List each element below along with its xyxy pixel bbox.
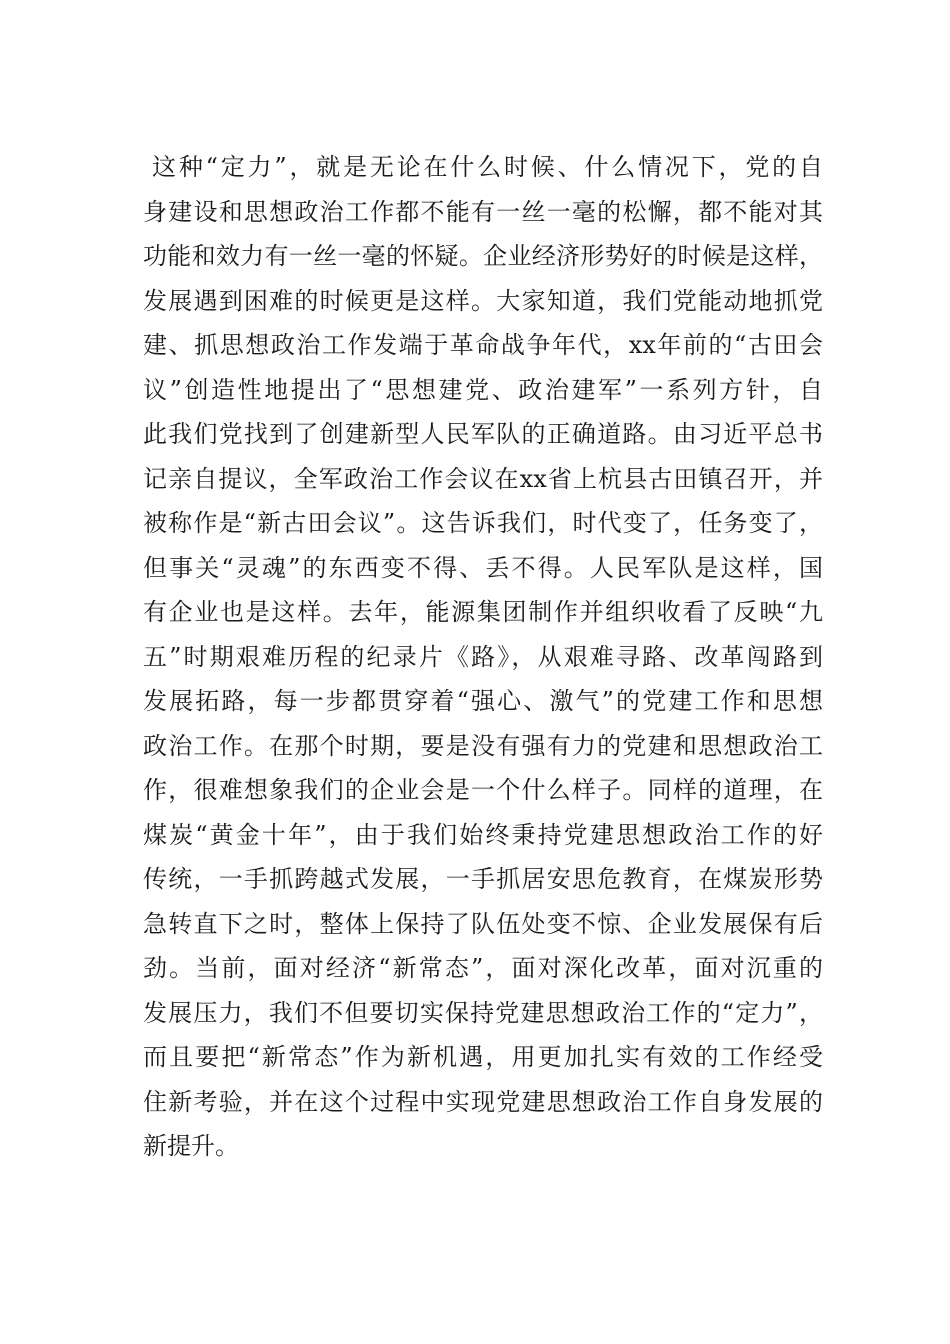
text-line: 记亲自提议，全军政治工作会议在xx省上杭县古田镇召开，并: [143, 464, 823, 493]
text-line: 五”时期艰难历程的纪录片《路》，从艰难寻路、改革闯路到: [143, 642, 823, 671]
text-line: 作，很难想象我们的企业会是一个什么样子。同样的道理，在: [143, 776, 823, 804]
text-line: 新提升。: [143, 1132, 239, 1160]
text-line: 被称作是“新古田会议”。这告诉我们，时代变了，任务变了，: [143, 509, 823, 537]
text-line: 这种“定力”，就是无论在什么时候、什么情况下，党的自: [152, 153, 823, 181]
text-line: 但事关“灵魂”的东西变不得、丢不得。人民军队是这样，国: [143, 553, 823, 582]
text-line: 发展压力，我们不但要切实保持党建思想政治工作的“定力”，: [143, 998, 823, 1027]
text-line: 功能和效力有一丝一毫的怀疑。企业经济形势好的时候是这样，: [143, 242, 823, 270]
text-line: 发展拓路，每一步都贯穿着“强心、激气”的党建工作和思想: [143, 687, 823, 715]
document-page: [143, 145, 823, 1169]
text-line: 有企业也是这样。去年，能源集团制作并组织收看了反映“九: [143, 598, 823, 626]
text-line: 政治工作。在那个时期，要是没有强有力的党建和思想政治工: [143, 731, 823, 760]
body-paragraph: [143, 145, 823, 1169]
text-line: 议”创造性地提出了“思想建党、政治建军”一系列方针，自: [143, 375, 823, 404]
text-line: 发展遇到困难的时候更是这样。大家知道，我们党能动地抓党: [143, 286, 823, 315]
text-line: 身建设和思想政治工作都不能有一丝一毫的松懈，都不能对其: [143, 197, 823, 226]
text-line: 此我们党找到了创建新型人民军队的正确道路。由习近平总书: [143, 420, 823, 448]
text-line: 传统，一手抓跨越式发展，一手抓居安思危教育，在煤炭形势: [143, 865, 823, 893]
text-line: 煤炭“黄金十年”，由于我们始终秉持党建思想政治工作的好: [143, 820, 823, 849]
text-line: 住新考验，并在这个过程中实现党建思想政治工作自身发展的: [143, 1087, 823, 1116]
text-line: 劲。当前，面对经济“新常态”，面对深化改革，面对沉重的: [143, 954, 823, 982]
text-line: 建、抓思想政治工作发端于革命战争年代，xx年前的“古田会: [143, 331, 823, 359]
text-line: 而且要把“新常态”作为新机遇，用更加扎实有效的工作经受: [143, 1043, 823, 1071]
text-line: 急转直下之时，整体上保持了队伍处变不惊、企业发展保有后: [143, 909, 823, 938]
